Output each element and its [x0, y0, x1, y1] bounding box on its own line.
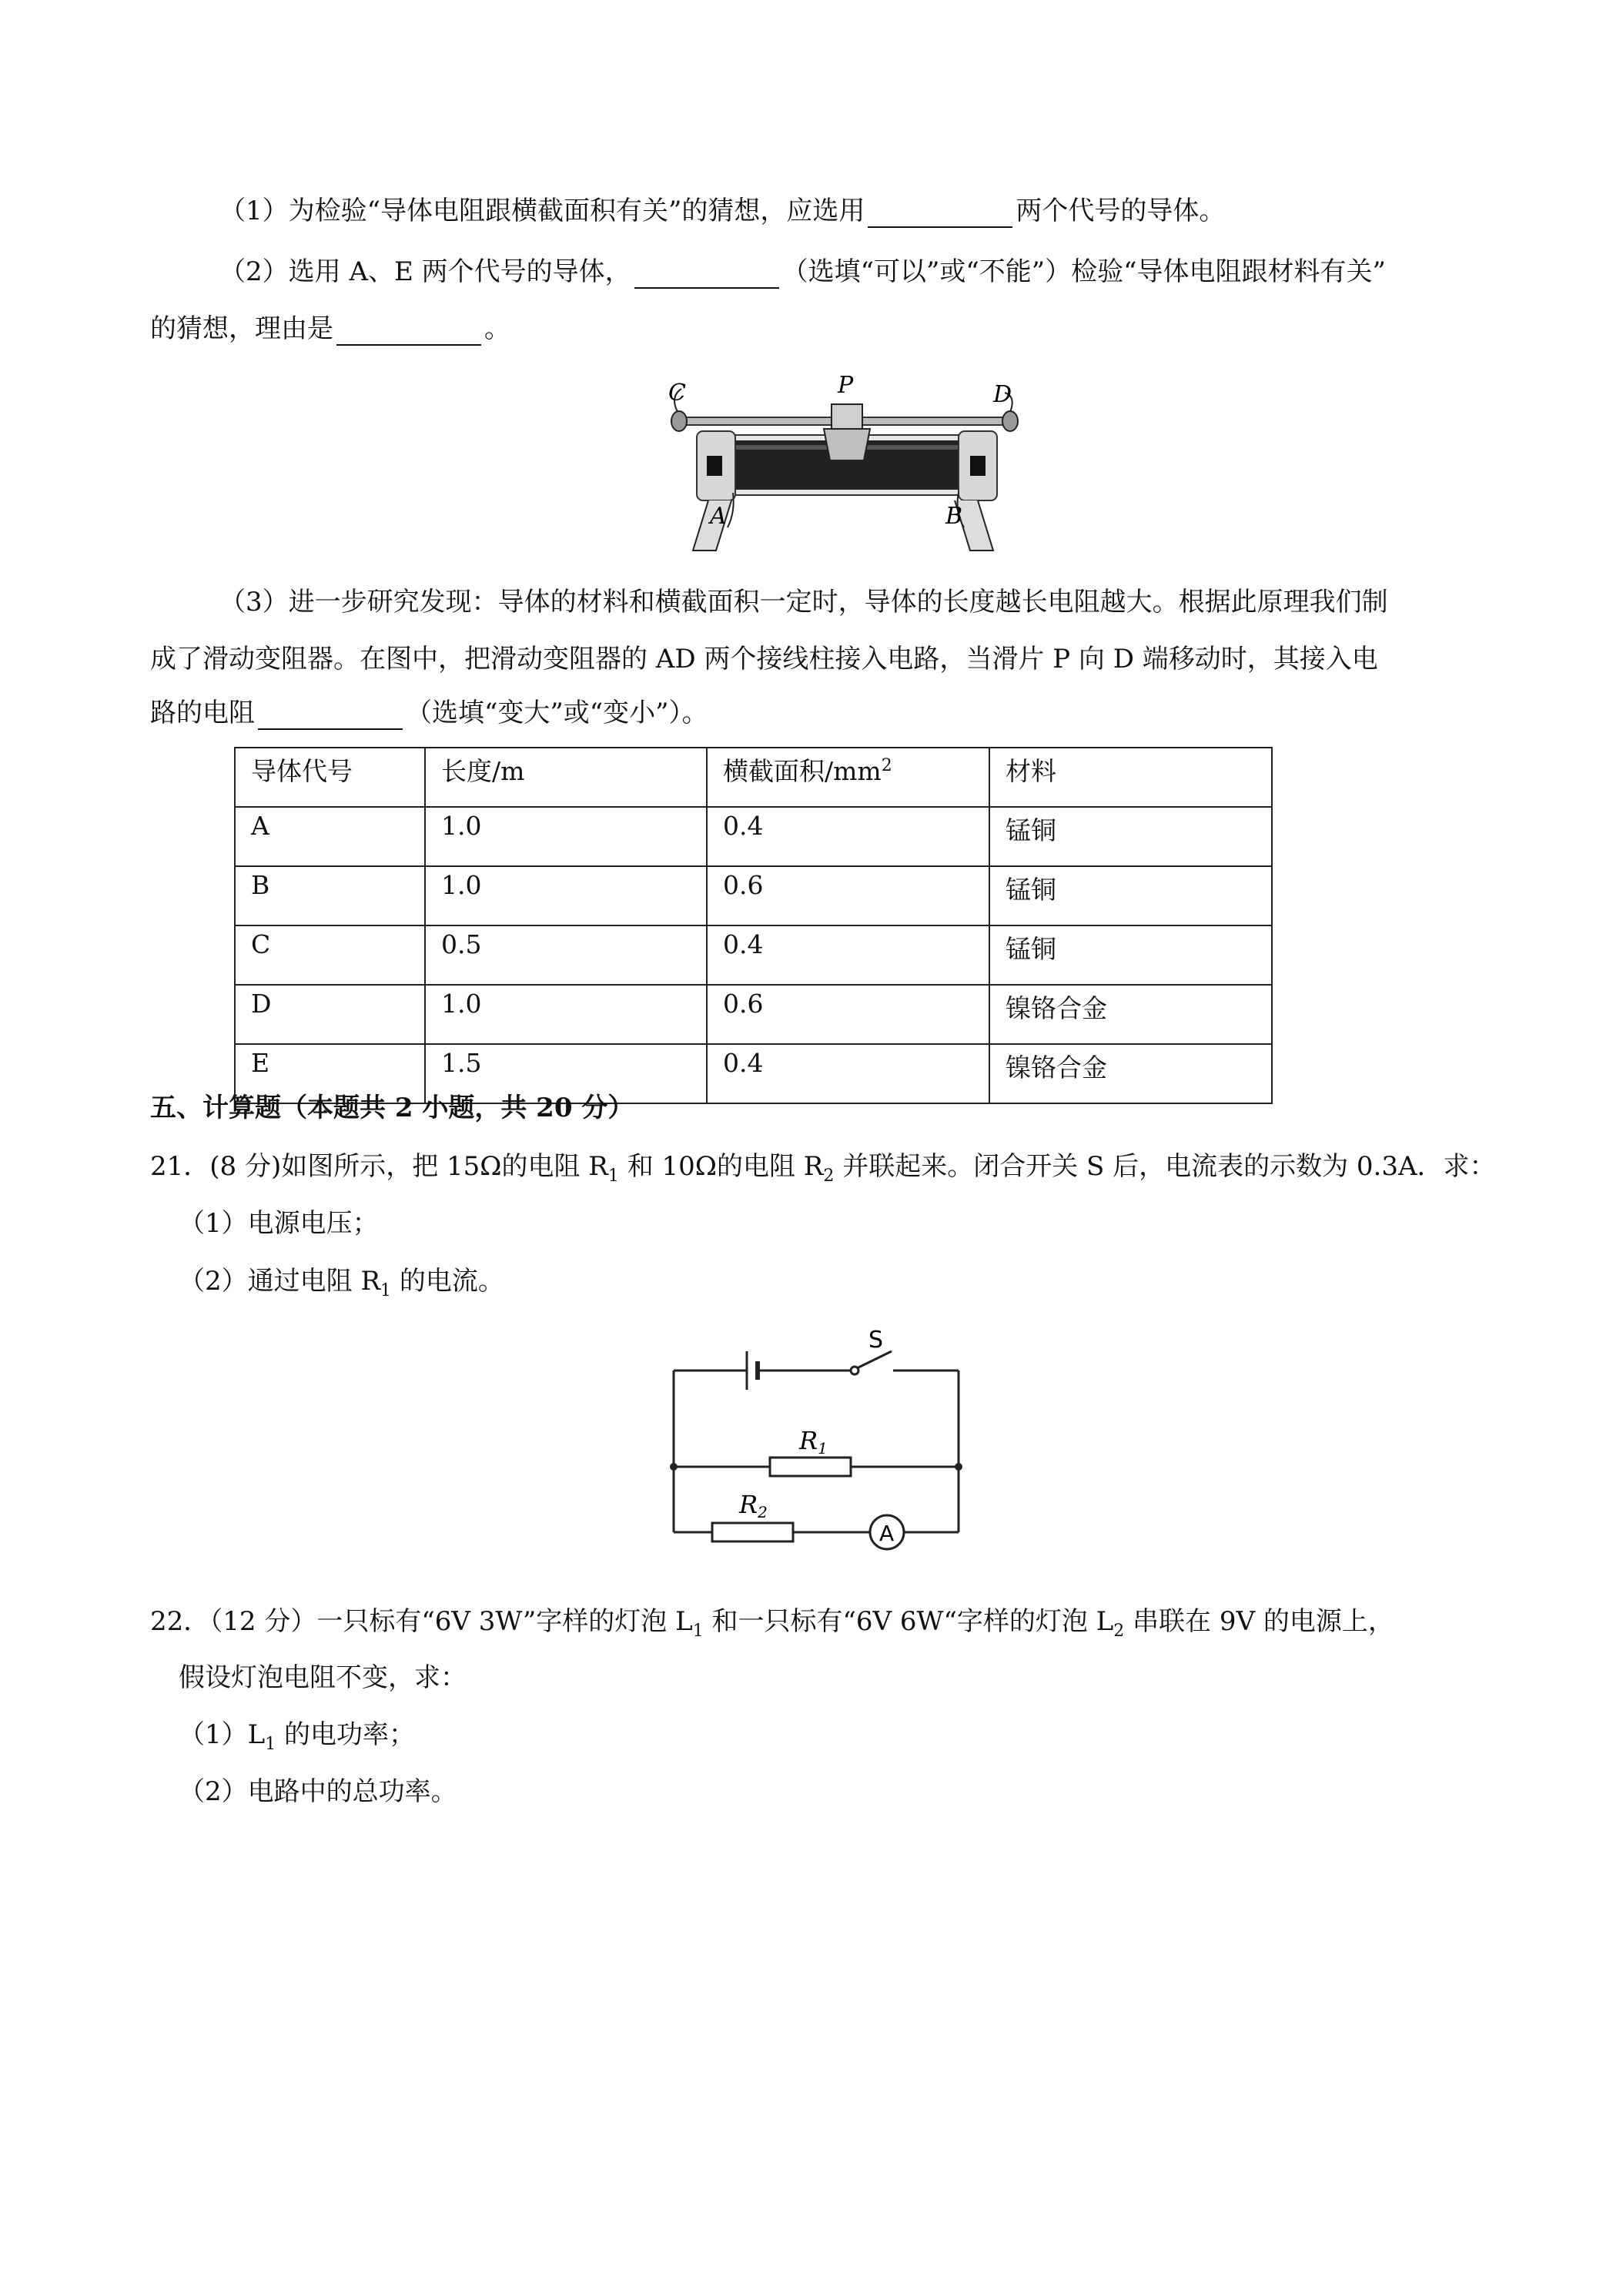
q20-part3-line2: 成了滑动变阻器。在图中，把滑动变阻器的 AD 两个接线柱接入电路，当滑片 P 向 D 端移动时，其接入电	[150, 644, 1378, 674]
header-length: 长度/m	[425, 748, 707, 807]
conductor-table	[234, 747, 1273, 1104]
slider-p	[832, 404, 862, 429]
answer-blank	[258, 701, 403, 730]
table-row: D 1.0 0.6 镍铬合金	[235, 985, 1272, 1044]
label-d: D	[993, 381, 1012, 408]
label-r1: R1	[799, 1426, 828, 1458]
q22-sub1: $(1)L_1$ 的电功率；	[179, 1719, 416, 1754]
q21-stem: 21．(8 分)如图所示，把 15Ω的电阻 $R_1$ 和 10Ω的电阻 $R_2$ 并联起来。闭合开关 S 后，电流表的示数为 0.3A．求：	[150, 1151, 1496, 1186]
header-material: 材料	[989, 748, 1272, 807]
q22-stem-cont: 假设灯泡电阻不变，求：	[179, 1662, 467, 1693]
table-header-row	[235, 748, 1272, 807]
q22-stem: 22．（12 分）一只标有“6V 3W”字样的灯泡 $L_1$ 和一只标有“6V 6W“字样的灯泡 $L_2$ 串联在 9V 的电源上，	[150, 1606, 1394, 1641]
q20-part2-cont: 的猜想，理由是 。	[150, 313, 510, 344]
label-r2: R2	[739, 1490, 768, 1521]
switch-blade	[857, 1351, 892, 1368]
q21-sub2: （2）通过电阻 $R_1$ 的电流。	[179, 1266, 504, 1300]
label-c: C	[668, 380, 686, 407]
q20-part3-line1: （3）进一步研究发现：导体的材料和横截面积一定时，导体的长度越长电阻越大。根据此原理我们制	[219, 587, 1388, 618]
table-row: C 0.5 0.4 锰铜	[235, 925, 1272, 985]
table-row: E 1.5 0.4 镍铬合金	[235, 1044, 1272, 1103]
table-row: B 1.0 0.6 锰铜	[235, 866, 1272, 925]
q20-part3-line3: 路的电阻 （选填“变大”或“变小”）。	[150, 698, 708, 728]
answer-blank	[336, 316, 481, 346]
label-b: B	[945, 503, 963, 530]
label-a: A	[710, 503, 727, 530]
table-row: A 1.0 0.4 锰铜	[235, 807, 1272, 866]
resistor-r2	[712, 1523, 793, 1541]
q20-part1: （1）为检验“导体电阻跟横截面积有关”的猜想，应选用 两个代号的导体。	[219, 196, 1226, 226]
header-area: 横截面积$/mm^2$	[707, 748, 989, 807]
q21-sub1: （1）电源电压；	[179, 1208, 379, 1239]
label-p: P	[838, 372, 854, 399]
label-ammeter: A	[879, 1521, 895, 1546]
parallel-circuit-diagram	[662, 1324, 970, 1555]
junction-left	[670, 1463, 678, 1471]
label-switch: S	[868, 1327, 884, 1354]
section-five-title: 五、计算题（本题共 2 小题，共 20 分）	[150, 1093, 634, 1123]
q22-sub2: （2）电路中的总功率。	[179, 1776, 457, 1807]
q20-part2: （2）选用 A、E 两个代号的导体， （选填“可以”或“不能”）检验“导体电阻跟材料有关”	[219, 256, 1386, 287]
junction-right	[955, 1463, 962, 1471]
header-code: 导体代号	[235, 748, 425, 807]
resistor-r1	[770, 1458, 851, 1476]
sliding-rheostat-figure	[662, 370, 1024, 562]
answer-blank	[868, 199, 1012, 228]
answer-blank	[634, 259, 779, 289]
